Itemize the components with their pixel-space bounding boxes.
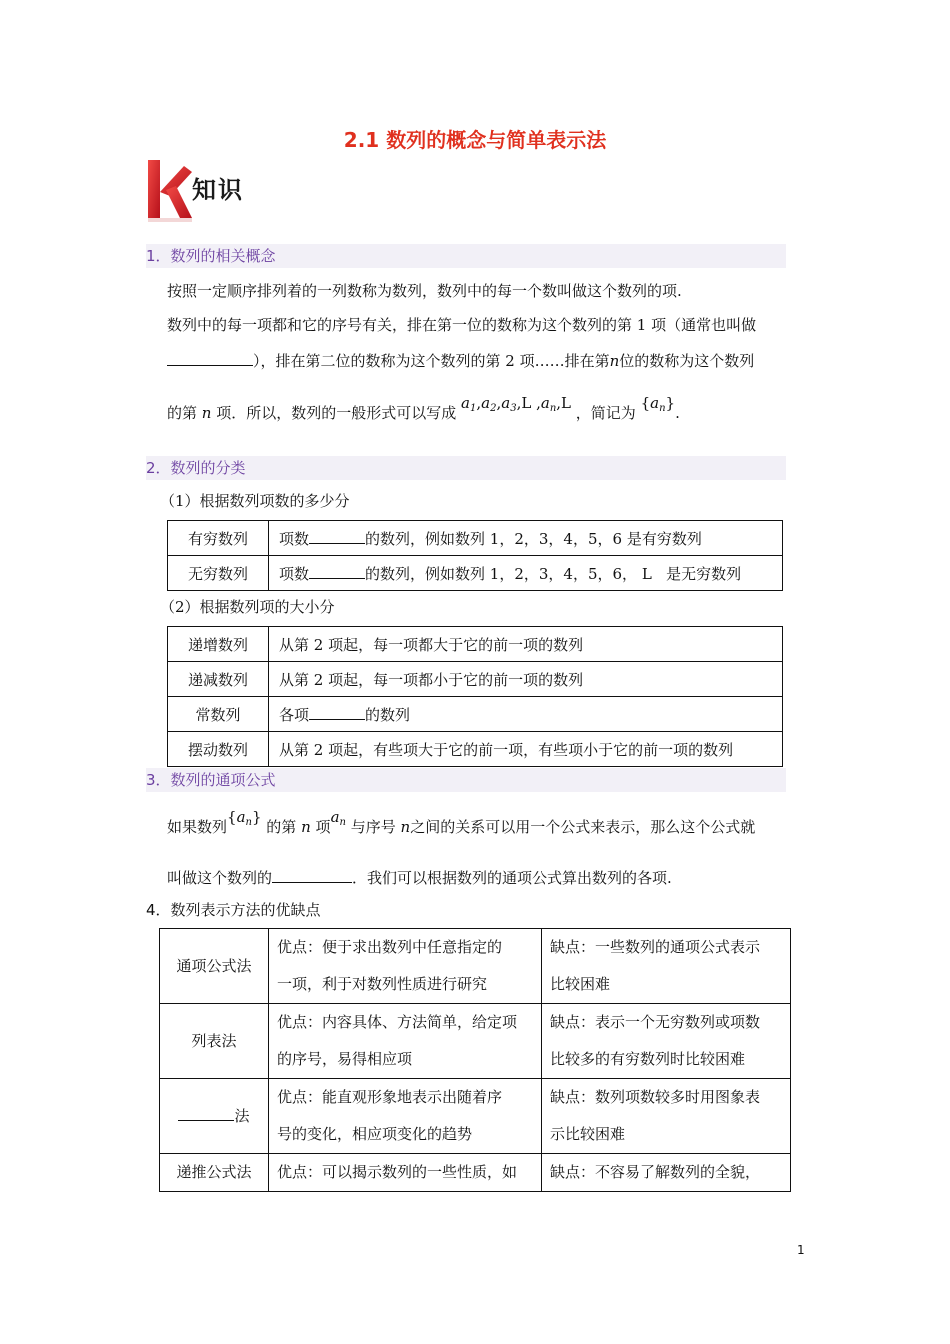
- table-row: [168, 662, 783, 697]
- row-text: 从第 2 项起，每一项都大于它的前一项的数列: [269, 627, 783, 662]
- page-title: 2.1 数列的概念与简单表示法: [343, 128, 607, 152]
- table-row: [168, 556, 783, 591]
- fill-blank[interactable]: [167, 350, 253, 366]
- table-row: [160, 1004, 791, 1079]
- s2-sub2: （2）根据数列项的大小分: [160, 598, 335, 616]
- row-label: 递增数列: [168, 627, 269, 662]
- table-row: [160, 1079, 791, 1154]
- classification-by-count-table: [167, 520, 783, 591]
- s1-line3: ），排在第二位的数称为这个数列的第 2 项……排在第n位的数称为这个数列: [167, 350, 754, 371]
- pros-cell: 优点：内容具体、方法简单，给定项 的序号，易得相应项: [269, 1004, 542, 1079]
- general-term: $a_n$: [330, 808, 346, 828]
- row-text: 从第 2 项起，有些项大于它的前一项，有些项小于它的前一项的数列: [269, 732, 783, 767]
- pros-cell: 优点：能直观形象地表示出随着序 号的变化，相应项变化的趋势: [269, 1079, 542, 1154]
- section-4-heading: 4．数列表示方法的优缺点: [146, 901, 321, 919]
- cons-cell: 缺点：数列项数较多时用图象表 示比较困难: [542, 1079, 791, 1154]
- pros-cell: 优点：可以揭示数列的一些性质，如: [269, 1154, 542, 1192]
- s1-line4: 的第 n 项．所以，数列的一般形式可以写成 $a_1,a_2,a_3,L$ $,a_n,L$ ，简记为 $\{a_n\}$.: [167, 394, 680, 422]
- fill-blank[interactable]: [178, 1105, 234, 1121]
- method-label: 通项公式法: [160, 929, 269, 1004]
- table-row: [160, 929, 791, 1004]
- section-3-heading: 3．数列的通项公式: [146, 768, 786, 792]
- row-text: 项数 的数列，例如数列 1，2，3，4，5，6， L 是无穷数列: [269, 556, 783, 591]
- fill-blank[interactable]: [309, 563, 365, 579]
- table-row: [168, 732, 783, 767]
- fill-blank[interactable]: [309, 704, 365, 720]
- representation-methods-table: [159, 928, 791, 1192]
- logo-text: 知识: [192, 176, 244, 204]
- table-row: [168, 521, 783, 556]
- s3-line2: 叫做这个数列的 ．我们可以根据数列的通项公式算出数列的各项.: [167, 869, 672, 887]
- fill-blank[interactable]: [272, 867, 352, 883]
- cons-cell: 缺点：表示一个无穷数列或项数 比较多的有穷数列时比较困难: [542, 1004, 791, 1079]
- row-label: 无穷数列: [168, 556, 269, 591]
- row-text: 各项 的数列: [269, 697, 783, 732]
- row-text: 从第 2 项起，每一项都小于它的前一项的数列: [269, 662, 783, 697]
- row-text: 项数 的数列，例如数列 1，2，3，4，5，6 是有穷数列: [269, 521, 783, 556]
- general-form-formula: $a_1,a_2,a_3,L$ $,a_n,L$: [461, 394, 576, 414]
- table-row: [160, 1154, 791, 1192]
- sequence-notation: $\{a_n\}$: [227, 808, 262, 828]
- sequence-notation: $\{a_n\}$: [640, 394, 676, 414]
- method-label: 列表法: [160, 1004, 269, 1079]
- table-row: [168, 697, 783, 732]
- row-label: 递减数列: [168, 662, 269, 697]
- s3-line1: 如果数列$\{a_n\}$ 的第 n 项$a_n$ 与序号 n之间的关系可以用一个公式来表示，那么这个公式就: [167, 808, 756, 836]
- knowledge-logo: [146, 158, 276, 224]
- section-1-heading: 1．数列的相关概念: [146, 244, 786, 268]
- s1-line2: 数列中的每一项都和它的序号有关，排在第一位的数称为这个数列的第 1 项（通常也叫做: [167, 316, 757, 334]
- row-label: 摆动数列: [168, 732, 269, 767]
- s2-sub1: （1）根据数列项数的多少分: [160, 492, 350, 510]
- section-2-heading: 2．数列的分类: [146, 456, 786, 480]
- method-label: 法: [160, 1079, 269, 1154]
- table-row: [168, 627, 783, 662]
- row-label: 常数列: [168, 697, 269, 732]
- pros-cell: 优点：便于求出数列中任意指定的 一项，利于对数列性质进行研究: [269, 929, 542, 1004]
- cons-cell: 缺点：不容易了解数列的全貌，: [542, 1154, 791, 1192]
- s1-line1: 按照一定顺序排列着的一列数称为数列，数列中的每一个数叫做这个数列的项.: [167, 282, 682, 300]
- method-label: 递推公式法: [160, 1154, 269, 1192]
- row-label: 有穷数列: [168, 521, 269, 556]
- classification-by-size-table: [167, 626, 783, 767]
- cons-cell: 缺点：一些数列的通项公式表示 比较困难: [542, 929, 791, 1004]
- page-number: 1: [797, 1243, 805, 1257]
- fill-blank[interactable]: [309, 528, 365, 544]
